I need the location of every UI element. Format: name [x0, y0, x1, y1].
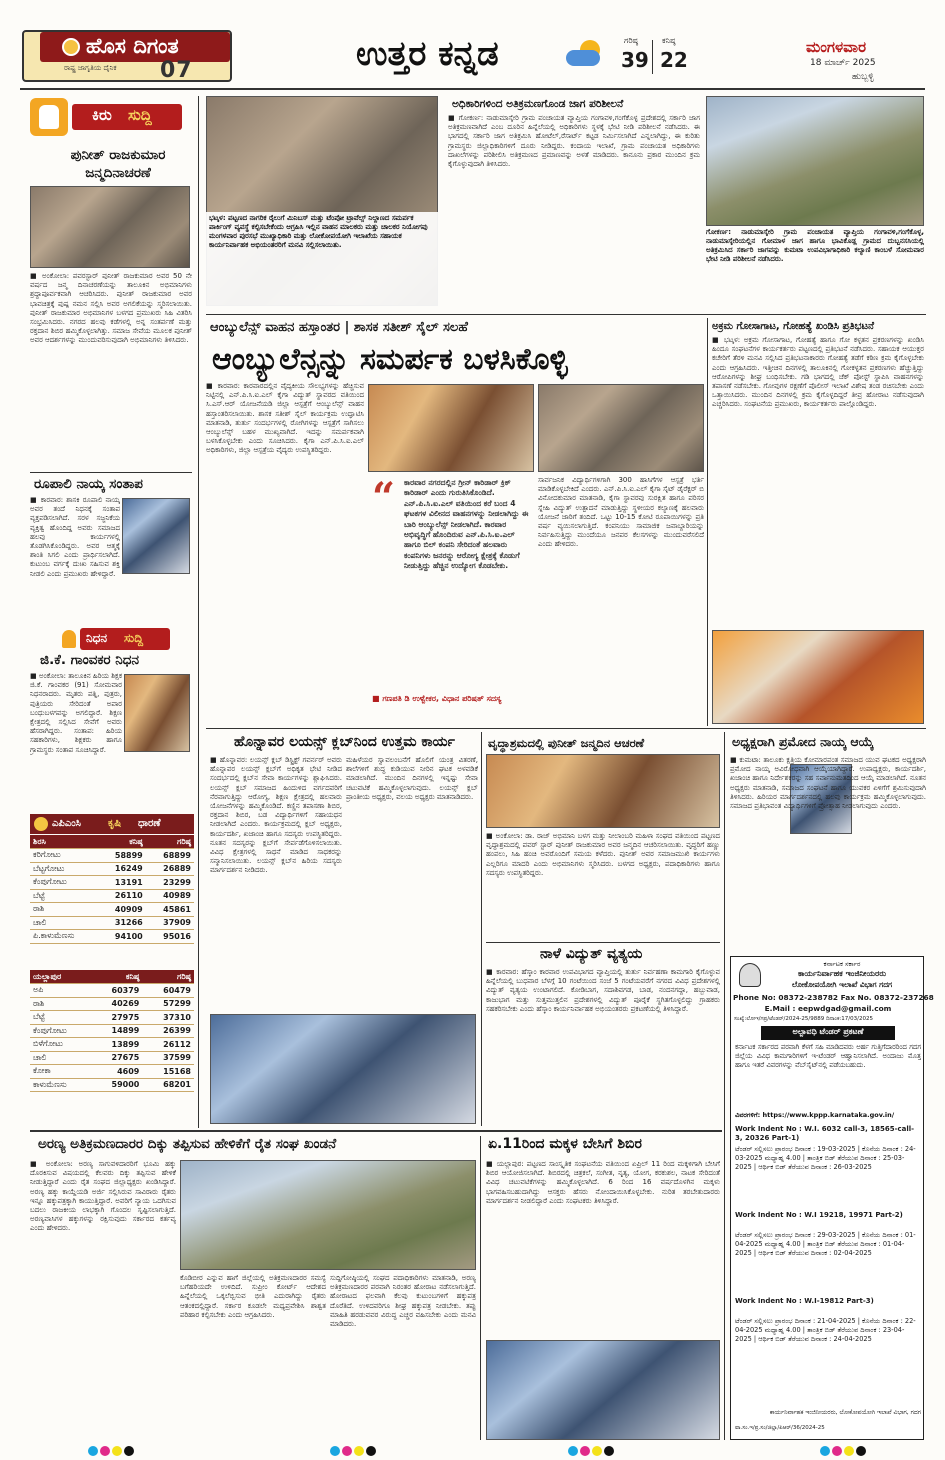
- registration-dot-magenta: [100, 1446, 110, 1456]
- kirusuddi-label-a: ಕಿರು: [92, 106, 112, 124]
- commodity-name: ಅಪಿ: [30, 984, 91, 998]
- market-title-c: ಧಾರಣೆ: [138, 818, 161, 829]
- day-label: ಮಂಗಳವಾರ: [806, 38, 867, 56]
- tender-office: ಕಾರ್ಯನಿರ್ವಾಹಕ ಇಂಜಿನೀಯರರು: [797, 969, 887, 978]
- lions-body: ■ ಹೊನ್ನಾವರ: ಲಯನ್ಸ್ ಕ್ಲಬ್ ಡಿಸ್ಟ್ರಿಕ್ಟ್ ಗವರ್ನರ್ ಅವರು ಹೊನ್ನಾವರ ಲಯನ್ಸ್ ಕ್ಲಬ್‌ಗೆ ಅಧಿಕೃತ ಭೇಟಿ ನೀಡಿದ ಸಂದರ್ಭದಲ್ಲಿ ಕ್ಲಬ್‌ನ ಸೇವಾ ಕಾರ್ಯಗಳನ್ನು ಶ್ಲಾಘಿಸಿದರು. ಲಯನ್ಸ್ ಕ್ಲಬ್ ಸಮಾಜದ ಹಿಂದುಳಿದ ವರ್ಗದವರಿಗೆ ನೆರವಾಗುತ್ತಿದ್ದು ಆರೋಗ್ಯ, ಶಿಕ್ಷಣ ಕ್ಷೇತ್ರದಲ್ಲಿ ಹಲವಾರು ಯೋಜನೆಗಳನ್ನು ಹಮ್ಮಿಕೊಂಡಿದೆ. ಕಣ್ಣಿನ ತಪಾಸಣಾ ಶಿಬಿರ, ರಕ್ತದಾನ ಶಿಬಿರ, ಬಡ ವಿದ್ಯಾರ್ಥಿಗಳಿಗೆ ಸಹಾಯಧನ ನೀಡಲಾಗಿದೆ ಎಂದರು. ಕಾರ್ಯಕ್ರಮದಲ್ಲಿ ಕ್ಲಬ್ ಅಧ್ಯಕ್ಷರು, ಕಾರ್ಯದರ್ಶಿ, ಖಜಾಂಚಿ ಹಾಗೂ ಸದಸ್ಯರು ಉಪಸ್ಥಿತರಿದ್ದರು. ನೂತನ ಸದಸ್ಯರನ್ನು ಕ್ಲಬ್‌ಗೆ ಸೇರ್ಪಡೆಗೊಳಿಸಲಾಯಿತು. ವಿವಿಧ ಕ್ಷೇತ್ರಗಳಲ್ಲಿ ಸಾಧನೆ ಮಾಡಿದ ಸಾಧಕರನ್ನು ಸನ್ಮಾನಿಸಲಾಯಿತು. ಲಯನ್ಸ್ ಕ್ಲಬ್‌ನ ಹಿರಿಯ ಸದಸ್ಯರು ಮಾರ್ಗದರ್ಶನ ನೀಡಿದರು.: [210, 756, 342, 875]
- kirusuddi-label-b: ಸುದ್ದಿ: [128, 106, 152, 124]
- camp-photo: [486, 1340, 720, 1440]
- table-row: [30, 889, 194, 903]
- registration-dot-yellow: [354, 1446, 364, 1456]
- divider-top-middle: [206, 314, 926, 315]
- table-row: [30, 1065, 194, 1079]
- registration-dot-cyan: [820, 1446, 830, 1456]
- tender-title: ಅಲ್ಪಾವಧಿ ಟೆಂಡರ್ ಪ್ರಕಟಣೆ: [792, 1027, 864, 1036]
- max-price: 95016: [146, 930, 194, 944]
- registration-dot-magenta: [342, 1446, 352, 1456]
- min-price: 40909: [98, 903, 146, 917]
- min-price: 27675: [91, 1051, 143, 1065]
- registration-dot-yellow: [592, 1446, 602, 1456]
- nidhana-badge: [62, 628, 172, 650]
- commodity-name: ಚಾಲಿ: [30, 1051, 91, 1065]
- tender-dept: ಲೋಕೋಪಯೋಗಿ ಇಲಾಖೆ ವಿಭಾಗ ಗದಗ: [791, 980, 893, 989]
- commodity-name: ಕಾಳುಮೆಣಸು: [30, 1078, 91, 1092]
- commodity-name: ಕೆಂಪುಗೋಟು: [30, 876, 98, 890]
- table-row: [30, 1038, 194, 1052]
- registration-dot-yellow: [844, 1446, 854, 1456]
- min-price: 58899: [98, 849, 146, 863]
- candle-icon: [62, 630, 76, 648]
- gokarna-caption: ಗೋಕರ್ಣ: ನಾಡುಮಾಸ್ಕೇರಿ ಗ್ರಾಮ ಪಂಚಾಯತ ವ್ಯಾಪ್ತಿಯ ಗಂಗಾವಳಿ,ಗಂಗೆಕೊಳ್ಳ, ನಾಡುಮಾಸ್ಕೇರಿಯಲ್ಲಿನ ಗೋಮಾಳ ಜಾಗ ಹಾಗೂ ಭಾವಿಕೊಡ್ಲ ಗ್ರಾಮದ ದುಬ್ಬನಸಸಿಯಲ್ಲಿ ಅತಿಕ್ರಮಿಸಿದ ಸರ್ಕಾರಿ ಜಾಗವನ್ನು ಕುಮಟಾ ಉಪವಿಭಾಗಾಧಿಕಾರಿ ಕಲ್ಯಾಣಿ ಕಾಂಬಳೆ ಸೋಮವಾರ ಭೇಟಿ ನೀಡಿ ಪರಿಶೀಲನೆ ನಡೆಸಿದರು.: [706, 228, 924, 263]
- ambulance-quote-by: ■ ಗಣಪತಿ ಡಿ ಉಳ್ವೇಕರ, ವಿಧಾನ ಪರಿಷತ್ ಸದಸ್ಯ: [372, 694, 502, 703]
- date-label: 18 ಮಾರ್ಚ್ 2025: [810, 58, 876, 68]
- lions-photo: [210, 1014, 476, 1124]
- min-price: 59000: [91, 1078, 143, 1092]
- pointing-hand-icon: [39, 105, 59, 129]
- commodity-name: ಪಿ.ಕಾಳುಮೆಣಸು: [30, 930, 98, 944]
- table-row: [30, 903, 194, 917]
- table-row: [30, 1024, 194, 1038]
- aranya-headline: ಅರಣ್ಯ ಅತಿಕ್ರಮಣದಾರರ ದಿಕ್ಕು ತಪ್ಪಿಸುವ ಹೇಳಿಕೆಗೆ ರೈತ ಸಂಘ ಖಂಡನೆ: [38, 1136, 337, 1152]
- registration-dot-black: [856, 1446, 866, 1456]
- table-row: [30, 1011, 194, 1025]
- min-price: 4609: [91, 1065, 143, 1079]
- registration-dot-cyan: [88, 1446, 98, 1456]
- tender-phone: Phone No: 08372-238782 Fax No. 08372-237268: [733, 993, 934, 1002]
- kirusuddi-body: ■ ಅಂಕೋಲಾ: ಪವರಸ್ಟಾರ್ ಪುನೀತ್ ರಾಜಕುಮಾರ ಅವರ 50 ನೇ ವರ್ಷದ ಜನ್ಮ ದಿನಾಚರಣೆಯನ್ನು ತಾಲೂಕಿನ ಅಭಿಮಾನಿಗಳು ಶ್ರದ್ಧಾಪೂರ್ವಕವಾಗಿ ಆಚರಿಸಿದರು. ಪುನೀತ್ ರಾಜಕುಮಾರ ಅವರ ಭಾವಚಿತ್ರಕ್ಕೆ ಪುಷ್ಪ ನಮನ ಸಲ್ಲಿಸಿ ಅವರ ಅಗಲಿಕೆಯನ್ನು ಸ್ಮರಿಸಲಾಯಿತು. ಪುನೀತ್ ರಾಜಕುಮಾರ ಅಭಿಮಾನಿಗಳ ಬಳಗದ ಪ್ರಮುಖರು ಸಿಹಿ ವಿತರಿಸಿ ಸಂಭ್ರಮಿಸಿದರು. ನಗರದ ಹಲವು ಕಡೆಗಳಲ್ಲಿ ಅನ್ನ ಸಂತರ್ಪಣೆ ಮತ್ತು ರಕ್ತದಾನ ಶಿಬಿರ ಹಮ್ಮಿಕೊಳ್ಳಲಾಗಿತ್ತು. ಸಮಾಜ ಸೇವೆಯ ಮೂಲಕ ಪುನೀತ್ ಅವರ ಆದರ್ಶಗಳನ್ನು ಮುಂದುವರಿಸುವುದಾಗಿ ಅಭಿಮಾನಿಗಳು ತಿಳಿಸಿದರು.: [30, 272, 192, 345]
- camp-body: ■ ಯಲ್ಲಾಪುರ: ಪಟ್ಟಣದ ಸಾಂಸ್ಕೃತಿಕ ಸಂಘಟನೆಯ ವತಿಯಿಂದ ಏಪ್ರಿಲ್ 11 ರಿಂದ ಮಕ್ಕಳಿಗಾಗಿ ಬೇಸಿಗೆ ಶಿಬಿರ ಆಯೋಜಿಸಲಾಗಿದೆ. ಶಿಬಿರದಲ್ಲಿ ಚಿತ್ರಕಲೆ, ಸಂಗೀತ, ನೃತ್ಯ, ಯೋಗ, ಕರಕುಶಲ, ನಾಟಕ ಸೇರಿದಂತೆ ವಿವಿಧ ಚಟುವಟಿಕೆಗಳನ್ನು ಹಮ್ಮಿಕೊಳ್ಳಲಾಗಿದೆ. 6 ರಿಂದ 16 ವರ್ಷದೊಳಗಿನ ಮಕ್ಕಳು ಭಾಗವಹಿಸಬಹುದಾಗಿದ್ದು ಆಸಕ್ತರು ಹೆಸರು ನೋಂದಾಯಿಸಿಕೊಳ್ಳಬೇಕು. ನುರಿತ ತರಬೇತುದಾರರು ಮಾರ್ಗದರ್ಶನ ನೀಡಲಿದ್ದಾರೆ ಎಂದು ಸಂಘಟಕರು ತಿಳಿಸಿದ್ದಾರೆ.: [486, 1160, 720, 1205]
- tender-work-2-dates: ಟೆಂಡರ್ ಸಲ್ಲಿಸಲು ಪ್ರಾರಂಭ ದಿನಾಂಕ : 29-03-2025 | ಕೊನೆಯ ದಿನಾಂಕ : 01-04-2025 ಮಧ್ಯಾಹ್ನ 4.00 | ತಾಂತ್ರಿಕ ಬಿಡ್ ತೆರೆಯುವ ದಿನಾಂಕ : 01-04-2025 | ಆರ್ಥಿಕ ಬಿಡ್ ತೆರೆಯುವ ದಿನಾಂಕ : 02-04-2025: [735, 1231, 916, 1257]
- registration-dot-cyan: [330, 1446, 340, 1456]
- masthead: [0, 0, 945, 90]
- pramod-headline: ಅಧ್ಯಕ್ಷರಾಗಿ ಪ್ರಮೋದ ನಾಯ್ಕ ಆಯ್ಕೆ: [732, 734, 874, 749]
- column-rule-bottom: [480, 1136, 481, 1440]
- table-row: [30, 997, 194, 1011]
- table-row: [30, 862, 194, 876]
- max-price: 37310: [142, 1011, 194, 1025]
- ambulance-quote: ಕಾರವಾರ ನಗರದಲ್ಲಿನ ಗ್ರೀನ್ ಕಾರಿಡಾರ್ ಕ್ರಿಕ್ ಕಾರಿಡಾರ್ ಎಂದು ಗುರುತಿಸಿಕೊಂಡಿದೆ. ಎನ್.ಪಿ.ಸಿ.ಐ.ಎಲ್ ವತಿಯಿಂದ ಕರೆ ಬಂದ 4 ಘಟಕಗಳ ವಿಲೀನದ ವಾಹನಗಳನ್ನು ನೀಡಲಾಗಿದ್ದು ಈ ಬಾರಿ ಆಂಬ್ಯುಲೆನ್ಸ್ ನೀಡಲಾಗಿದೆ. ಕಾರವಾರ ಅಭಿವೃದ್ಧಿಗೆ ಹೊಂದಿರುವ ಎನ್.ಪಿ.ಸಿ.ಐ.ಎಲ್ ಹಾಗೂ ಬಿಲ್ ಕಂಪನಿ ಸೇರಿದಂತೆ ಹಲವಾರು ಕಂಪನಿಗಳು ಜನರನ್ನು ಆರೋಗ್ಯ ಕ್ಷೇತ್ರಕ್ಕೆ ಕೊಡುಗೆ ನೀಡುತ್ತಿದ್ದು ಹೆಚ್ಚಿನ ಉದ್ಯೋಗ ಕೊಡಬೇಕು.: [404, 478, 529, 571]
- registration-dot-magenta: [832, 1446, 842, 1456]
- max-price: 26889: [146, 862, 194, 876]
- weather-max-value: 39: [621, 48, 649, 72]
- max-price: 37599: [142, 1051, 194, 1065]
- nidhana-label-a: ನಿಧನ: [86, 631, 108, 645]
- obit1-headline: ರೂಪಾಲಿ ನಾಯ್ಕ ಸಂತಾಪ: [34, 476, 143, 492]
- nidhana-label-b: ಸುದ್ದಿ: [124, 631, 144, 645]
- min-price: 31266: [98, 916, 146, 930]
- max-price: 37909: [146, 916, 194, 930]
- max-price: 60479: [142, 984, 194, 998]
- lions-headline: ಹೊನ್ನಾವರ ಲಯನ್ಸ್ ಕ್ಲಬ್‌ನಿಂದ ಉತ್ತಮ ಕಾರ್ಯ: [234, 734, 455, 750]
- column-rule-right: [724, 732, 725, 1440]
- registration-dot-yellow: [112, 1446, 122, 1456]
- masthead-rule: [20, 88, 925, 90]
- market-title-a: ಎಪಿಎಂಸಿ: [52, 818, 81, 829]
- railway-caption: ಭಟ್ಕಳ: ಪಟ್ಟಣದ ನಾಗರಿಕ ರೈಲುಗೆ ಮಿನಿಬಸ್ ಮತ್ತು ಟೆಂಪೋ ಟ್ರಾವೆಲ್ಸ್ ನಿಲ್ದಾಣದ ಸಮರ್ಪಕ ಪಾರ್ಕಿಂಗ್ ವ್ಯವಸ್ಥೆ ಕಲ್ಪಿಸಬೇಕೆಂದು ಆಗ್ರಹಿಸಿ ಇಲ್ಲಿನ ವಾಹನ ಮಾಲಕರು ಮತ್ತು ಚಾಲಕರ ನಿಯೋಗವು ಮಂಗಳವಾರ ಪುರಸಭೆ ಮುಖ್ಯಾಧಿಕಾರಿ ಮತ್ತು ಲೋಕೋಪಯೋಗಿ ಇಲಾಖೆಯ ಸಹಾಯಕ ಕಾರ್ಯನಿರ್ವಾಹಕ ಅಭಿಯಂತರರಿಗೆ ಮನವಿ ಸಲ್ಲಿಸಲಾಯಿತು.: [206, 212, 438, 306]
- min-price: 94100: [98, 930, 146, 944]
- max-price: 68201: [142, 1078, 194, 1092]
- table-row: [30, 849, 194, 863]
- nidhana-photo: [124, 674, 190, 752]
- page-number: 07: [160, 58, 193, 83]
- weather-max-label: ಗರಿಷ್ಠ: [624, 36, 638, 45]
- gohatya-headline: ಅಕ್ರಮ ಗೋಸಾಗಾಟ, ಗೋಹತ್ಯೆ ಖಂಡಿಸಿ ಪ್ರತಿಭಟನೆ: [712, 321, 874, 332]
- commodity-name: ಕೆಂಪುಗೋಟು: [30, 1024, 91, 1038]
- kirusuddi-badge: [30, 98, 185, 142]
- market-sirsi-table: [30, 835, 194, 944]
- ambulance-col3: ಸಾರ್ವಜನಿಕ ವಿದ್ಯಾರ್ಥಿಗಳಿಗಾಗಿ 300 ಹಾಸಿಗೆಗಳ ಆಸ್ಪತ್ರೆ ಭರ್ತಿ ಮಾಡಿಕೊಳ್ಳಬೇಕಿದೆ ಎಂದರು. ಎನ್.ಪಿ.ಸಿ.ಐ.ಎಲ್ ಕೈಗಾ ಸೈಟ್ ಡೈರೆಕ್ಟರ್ ಬಿ ವಿನೋದಕುಮಾರ ಮಾತನಾಡಿ, ಕೈಗಾ ಸ್ಥಾವರವು ಸುರಕ್ಷಿತ ಹಾಗೂ ಪರಿಸರ ಸ್ನೇಹಿ ವಿದ್ಯುತ್ ಉತ್ಪಾದನೆ ಮಾಡುತ್ತಿದ್ದು ಸ್ಥಳೀಯರ ಕಲ್ಯಾಣಕ್ಕೆ ಹಲವಾರು ಯೋಜನೆ ಜಾರಿಗೆ ತಂದಿದೆ. ಒಟ್ಟು 10-15 ಕೋಟಿ ರೂಪಾಯಿಗಳನ್ನು ಪ್ರತಿ ವರ್ಷ ವ್ಯಯಿಸಲಾಗುತ್ತಿದೆ. ಕಂಪನಿಯು ಸಾಮಾಜಿಕ ಜವಾಬ್ದಾರಿಯನ್ನು ನಿರ್ವಹಿಸುತ್ತಿದ್ದು ಮುಂದೆಯೂ ಜನಪರ ಕೆಲಸಗಳನ್ನು ಮುಂದುವರೆಸಲಿದೆ ಎಂದು ಹೇಳಿದರು.: [538, 476, 704, 549]
- city-label: ಹುಬ್ಬಳ್ಳಿ: [852, 72, 874, 82]
- ambulance-headline: ಆಂಬ್ಯುಲೆನ್ಸನ್ನು ಸಮರ್ಪಕ ಬಳಸಿಕೊಳ್ಳಿ: [212, 342, 568, 377]
- sirsi-place: ಶಿರಸಿ: [30, 835, 98, 849]
- tender-work-1-dates: ಟೆಂಡರ್ ಸಲ್ಲಿಸಲು ಪ್ರಾರಂಭ ದಿನಾಂಕ : 19-03-2025 | ಕೊನೆಯ ದಿನಾಂಕ : 24-03-2025 ಮಧ್ಯಾಹ್ನ 4.00 | ತಾಂತ್ರಿಕ ಬಿಡ್ ತೆರೆಯುವ ದಿನಾಂಕ : 25-03-2025 | ಆರ್ಥಿಕ ಬಿಡ್ ತೆರೆಯುವ ದಿನಾಂಕ : 26-03-2025: [735, 1145, 916, 1171]
- divider-left-1: [30, 472, 192, 473]
- encroach-body: ■ ಗೋಕರ್ಣ: ನಾಡುಮಾಸ್ಕೇರಿ ಗ್ರಾಮ ಪಂಚಾಯತ ವ್ಯಾಪ್ತಿಯ ಗಂಗಾವಳಿ,ಗಂಗೆಕೊಳ್ಳ ಪ್ರದೇಶದಲ್ಲಿ ಸರ್ಕಾರಿ ಜಾಗ ಅತಿಕ್ರಮಣವಾಗಿದೆ ಎಂಬ ದೂರಿನ ಹಿನ್ನೆಲೆಯಲ್ಲಿ ಅಧಿಕಾರಿಗಳು ಸ್ಥಳಕ್ಕೆ ಭೇಟಿ ನೀಡಿ ಪರಿಶೀಲನೆ ನಡೆಸಿದರು. ಈ ಭಾಗದಲ್ಲಿ ಸರ್ಕಾರಿ ಜಾಗ ಅತಿಕ್ರಮಿಸಿ ಹೋಟೆಲ್,ರೆಸಾರ್ಟ್ ಕಟ್ಟಡ ನಿರ್ಮಿಸಲಾಗಿದೆ ಎನ್ನಲಾಗಿದ್ದು, ಈ ಕುರಿತು ಗ್ರಾಮಸ್ಥರು ಜಿಲ್ಲಾಧಿಕಾರಿಗಳಿಗೆ ದೂರು ನೀಡಿದ್ದರು. ಕಂದಾಯ ಇಲಾಖೆ, ಗ್ರಾಮ ಪಂಚಾಯತ ಅಧಿಕಾರಿಗಳು ದಾಖಲೆಗಳನ್ನು ಪರಿಶೀಲಿಸಿ ಅತಿಕ್ರಮಣದ ಪ್ರಮಾಣವನ್ನು ಅಳತೆ ಮಾಡಿದರು. ಕಾನೂನು ಪ್ರಕಾರ ಮುಂದಿನ ಕ್ರಮ ಕೈಗೊಳ್ಳುವುದಾಗಿ ತಿಳಿಸಿದರು.: [448, 114, 700, 169]
- tender-work-3-dates: ಟೆಂಡರ್ ಸಲ್ಲಿಸಲು ಪ್ರಾರಂಭ ದಿನಾಂಕ : 21-04-2025 | ಕೊನೆಯ ದಿನಾಂಕ : 22-04-2025 ಮಧ್ಯಾಹ್ನ 4.00 | ತಾಂತ್ರಿಕ ಬಿಡ್ ತೆರೆಯುವ ದಿನಾಂಕ : 23-04-2025 | ಆರ್ಥಿಕ ಬಿಡ್ ತೆರೆಯುವ ದಿನಾಂಕ : 24-04-2025: [735, 1317, 916, 1343]
- table-row: [30, 916, 194, 930]
- weather-min-value: 22: [660, 48, 688, 72]
- divider-mid: [206, 728, 926, 729]
- market-title-b: ಕೃಷಿ: [108, 818, 122, 829]
- section-title: ಉತ್ತರ ಕನ್ನಡ: [356, 34, 499, 74]
- table-row: [30, 984, 194, 998]
- ambulance-col1: ■ ಕಾರವಾರ: ಕಾರವಾರದಲ್ಲಿನ ವೈದ್ಯಕೀಯ ಸೌಲಭ್ಯಗಳನ್ನು ಹೆಚ್ಚಿಸುವ ನಿಟ್ಟಿನಲ್ಲಿ ಎನ್.ಪಿ.ಸಿ.ಐ.ಎಲ್ ಕೈಗಾ ವಿದ್ಯುತ್ ಸ್ಥಾವರದ ವತಿಯಿಂದ ಸಿ.ಎಸ್.ಆರ್ ಯೋಜನೆಯಡಿ ಜಿಲ್ಲಾ ಆಸ್ಪತ್ರೆಗೆ ಆಂಬ್ಯುಲೆನ್ಸ್ ವಾಹನ ಹಸ್ತಾಂತರಿಸಲಾಯಿತು. ಶಾಸಕ ಸತೀಶ್ ಸೈಲ್ ಕಾರ್ಯಕ್ರಮ ಉದ್ಘಾಟಿಸಿ ಮಾತನಾಡಿ, ತುರ್ತು ಸಂದರ್ಭಗಳಲ್ಲಿ ರೋಗಿಗಳನ್ನು ಆಸ್ಪತ್ರೆಗೆ ಸಾಗಿಸಲು ಆಂಬ್ಯುಲೆನ್ಸ್ ಬಹಳ ಮುಖ್ಯವಾಗಿದೆ. ಇದನ್ನು ಸಮರ್ಪಕವಾಗಿ ಬಳಸಿಕೊಳ್ಳಬೇಕು ಎಂದು ಸೂಚಿಸಿದರು. ಕೈಗಾ ಎನ್.ಪಿ.ಸಿ.ಐ.ಎಲ್ ಅಧಿಕಾರಿಗಳು, ಜಿಲ್ಲಾ ಆಸ್ಪತ್ರೆಯ ವೈದ್ಯರು ಉಪಸ್ಥಿತರಿದ್ದರು.: [206, 382, 364, 455]
- tender-notice: [730, 956, 934, 1440]
- divider-power: [486, 942, 720, 943]
- obit1-photo: [122, 498, 190, 574]
- column-rule-left: [198, 96, 199, 1128]
- tender-gov: ಕರ್ನಾಟಕ ಸರ್ಕಾರ: [823, 960, 861, 968]
- max-price: 45861: [146, 903, 194, 917]
- ambulance-photo-1: [368, 384, 534, 472]
- commodity-name: ರಾಶಿ: [30, 997, 91, 1011]
- max-price: 23299: [146, 876, 194, 890]
- tender-body: ಕರ್ನಾಟಕ ಸರ್ಕಾರದ ಪರವಾಗಿ ಕೆಳಗೆ ಸಹಿ ಮಾಡಿದವರು ಅರ್ಹ ಗುತ್ತಿಗೆದಾರರಿಂದ ಗದಗ ಜಿಲ್ಲೆಯ ವಿವಿಧ ಕಾಮಗಾರಿಗಳಿಗೆ ಇ-ಟೆಂಡರ್ ಆಹ್ವಾನಿಸಲಾಗಿದೆ. ಅಂದಾಜು ಮೊತ್ತ ಹಾಗೂ ಇತರೆ ವಿವರಗಳನ್ನು ವೆಬ್‌ಸೈಟ್‌ನಲ್ಲಿ ಪಡೆಯಬಹುದು.: [735, 1043, 921, 1069]
- column-rule-lions: [481, 732, 482, 1126]
- max-price: 15168: [142, 1065, 194, 1079]
- aranya-col1: ■ ಅಂಕೋಲಾ: ಅರಣ್ಯ ಸಾಗುವಳಿದಾರರಿಗೆ ಭೂಮಿ ಹಕ್ಕು ದೊರಕಿಸುವ ವಿಷಯದಲ್ಲಿ ಕೆಲವರು ದಿಕ್ಕು ತಪ್ಪಿಸುವ ಹೇಳಿಕೆ ನೀಡುತ್ತಿದ್ದಾರೆ ಎಂದು ರೈತ ಸಂಘದ ಜಿಲ್ಲಾಧ್ಯಕ್ಷರು ಖಂಡಿಸಿದ್ದಾರೆ. ಅರಣ್ಯ ಹಕ್ಕು ಕಾಯ್ದೆಯಡಿ ಅರ್ಜಿ ಸಲ್ಲಿಸಿರುವ ಸಾವಿರಾರು ರೈತರು ಇನ್ನೂ ಹಕ್ಕುಪತ್ರಕ್ಕಾಗಿ ಕಾಯುತ್ತಿದ್ದಾರೆ. ಅವರಿಗೆ ನ್ಯಾಯ ಒದಗಿಸುವ ಬದಲು ರಾಜಕೀಯ ಲಾಭಕ್ಕಾಗಿ ಗೊಂದಲ ಸೃಷ್ಟಿಸಲಾಗುತ್ತಿದೆ. ಅರಣ್ಯವಾಸಿಗಳ ಹಕ್ಕುಗಳನ್ನು ರಕ್ಷಿಸುವುದು ಸರ್ಕಾರದ ಕರ್ತವ್ಯ ಎಂದು ಹೇಳಿದರು.: [30, 1160, 176, 1233]
- vriddha-body: ■ ಅಂಕೋಲಾ: ಡಾ. ರಾಜ್ ಅಭಿಮಾನಿ ಬಳಗ ಮತ್ತು ನೀಲಾಂಬರಿ ಮಹಿಳಾ ಸಂಘದ ವತಿಯಿಂದ ಪಟ್ಟಣದ ವೃದ್ಧಾಶ್ರಮದಲ್ಲಿ ಪವರ್ ಸ್ಟಾರ್ ಪುನೀತ್ ರಾಜಕುಮಾರ ಅವರ ಜನ್ಮದಿನ ಆಚರಿಸಲಾಯಿತು. ವೃದ್ಧರಿಗೆ ಹಣ್ಣು ಹಂಪಲು, ಸಿಹಿ ಹಂಚಿ ಅವರೊಂದಿಗೆ ಸಮಯ ಕಳೆದರು. ಪುನೀತ್ ಅವರ ಸಮಾಜಮುಖಿ ಕಾರ್ಯಗಳು ಎಲ್ಲರಿಗೂ ಮಾದರಿ ಎಂದು ಅಭಿಮಾನಿಗಳು ಸ್ಮರಿಸಿದರು. ಬಳಗದ ಅಧ್ಯಕ್ಷರು, ಪದಾಧಿಕಾರಿಗಳು ಹಾಗೂ ಸದಸ್ಯರು ಉಪಸ್ಥಿತರಿದ್ದರು.: [486, 832, 720, 877]
- min-price: 40269: [91, 997, 143, 1011]
- max-price: 26112: [142, 1038, 194, 1052]
- tender-footer-2: ವಾ.ಸಂ.ಇ/ಪ್ರ.ಸಂ/ಜಿಲ್ಲಾ/ಪಿಆರ್/36/2024-25: [735, 1425, 825, 1431]
- power-body: ■ ಕಾರವಾರ: ಹೆಸ್ಕಾಂ ಕಾರವಾರ ಉಪವಿಭಾಗದ ವ್ಯಾಪ್ತಿಯಲ್ಲಿ ತುರ್ತು ನಿರ್ವಹಣಾ ಕಾಮಗಾರಿ ಕೈಗೊಳ್ಳುವ ಹಿನ್ನೆಲೆಯಲ್ಲಿ ಬುಧವಾರ ಬೆಳಗ್ಗೆ 10 ಗಂಟೆಯಿಂದ ಸಂಜೆ 5 ಗಂಟೆಯವರೆಗೆ ನಗರದ ವಿವಿಧ ಪ್ರದೇಶಗಳಲ್ಲಿ ವಿದ್ಯುತ್ ವ್ಯತ್ಯಯ ಉಂಟಾಗಲಿದೆ. ಕೋಡಿಬಾಗ, ಸದಾಶಿವಗಡ, ಬಾಡ, ನಂದನಗದ್ದಾ, ಹಬ್ಬುವಾಡ, ಕಾಜುಭಾಗ ಮತ್ತು ಸುತ್ತಮುತ್ತಲಿನ ಪ್ರದೇಶಗಳಲ್ಲಿ ವಿದ್ಯುತ್ ಪೂರೈಕೆ ಸ್ಥಗಿತಗೊಳ್ಳಲಿದ್ದು ಗ್ರಾಹಕರು ಸಹಕರಿಸಬೇಕು ಎಂದು ಹೆಸ್ಕಾಂ ಕಾರ್ಯನಿರ್ವಾಹಕ ಅಭಿಯಂತರರು ಪ್ರಕಟಣೆಯಲ್ಲಿ ತಿಳಿಸಿದ್ದಾರೆ.: [486, 968, 720, 1013]
- logo-tagline: ರಾಷ್ಟ್ರ ಜಾಗೃತಿಯ ದೈನಿಕ: [64, 64, 117, 72]
- yellapur-min-label: ಕನಿಷ್ಠ: [91, 970, 143, 984]
- sirsi-min-label: ಕನಿಷ್ಠ: [98, 835, 146, 849]
- gokarna-photo: [706, 96, 924, 226]
- weather-min-label: ಕನಿಷ್ಠ: [662, 36, 676, 45]
- commodity-name: ಚಾಲಿ: [30, 916, 98, 930]
- commodity-name: ಬಿಳೆಗೋಟು: [30, 1038, 91, 1052]
- registration-dot-cyan: [568, 1446, 578, 1456]
- table-row: [30, 930, 194, 944]
- lions-body2: ಮಹಿಳೆಯರ ಸ್ವಾವಲಂಬನೆಗೆ ಹೊಲಿಗೆ ಯಂತ್ರ ವಿತರಣೆ, ಶಾಲೆಗಳಿಗೆ ಶುದ್ಧ ಕುಡಿಯುವ ನೀರಿನ ಘಟಕ ಅಳವಡಿಕೆ ಮಾಡಲಾಗಿದೆ. ಮುಂದಿನ ದಿನಗಳಲ್ಲಿ ಇನ್ನಷ್ಟು ಸೇವಾ ಚಟುವಟಿಕೆ ಹಮ್ಮಿಕೊಳ್ಳಲಾಗುವುದು. ಲಯನ್ಸ್ ಕ್ಲಬ್ ಪ್ರಾಂತೀಯ ಅಧ್ಯಕ್ಷರು, ವಲಯ ಅಧ್ಯಕ್ಷರು ಮಾತನಾಡಿದರು.: [346, 756, 478, 801]
- column-rule-mid: [707, 318, 708, 726]
- min-price: 14899: [91, 1024, 143, 1038]
- table-row: [30, 1051, 194, 1065]
- nidhana-body: ■ ಅಂಕೋಲಾ: ತಾಲೂಕಿನ ಹಿರಿಯ ಶಿಕ್ಷಕ ಜಿ.ಕೆ. ಗಾಂವಕರ (91) ಸೋಮವಾರ ನಿಧನರಾದರು. ಮೃತರು ಪತ್ನಿ, ಪುತ್ರರು, ಪುತ್ರಿಯರು ಸೇರಿದಂತೆ ಅಪಾರ ಬಂಧುಬಳಗವನ್ನು ಅಗಲಿದ್ದಾರೆ. ಶಿಕ್ಷಣ ಕ್ಷೇತ್ರದಲ್ಲಿ ಸಲ್ಲಿಸಿದ ಸೇವೆಗೆ ಅವರು ಹೆಸರಾಗಿದ್ದರು. ಸಂತಾಪ: ಹಿರಿಯ ಸಹಕಾರಿಗಳು, ಶಿಕ್ಷಕರು ಹಾಗೂ ಗ್ರಾಮಸ್ಥರು ಸಂತಾಪ ಸೂಚಿಸಿದ್ದಾರೆ.: [30, 672, 122, 754]
- commodity-name: ರಾಶಿ: [30, 903, 98, 917]
- yellapur-place: ಯಲ್ಲಾಪುರ: [30, 970, 91, 984]
- divider-bottom: [30, 1130, 722, 1132]
- table-row: [30, 876, 194, 890]
- tender-ref: ಸಂಖ್ಯೆ:ಲೋಇ/ಗಪ್ರ/ಟೆಂಡರ್/2024-25/9889 ದಿನಾಂಕ:17/03/2025: [734, 1016, 873, 1022]
- registration-dot-magenta: [580, 1446, 590, 1456]
- commodity-name: ಬೆಟ್ಟೆ: [30, 889, 98, 903]
- encroach-headline: ಅಧಿಕಾರಿಗಳಿಂದ ಅತಿಕ್ರಮಣಗೊಂಡ ಜಾಗ ಪರಿಶೀಲನೆ: [452, 98, 624, 110]
- max-price: 57299: [142, 997, 194, 1011]
- ambulance-photo-2: [538, 384, 704, 472]
- camp-headline: ಏ.11ರಿಂದ ಮಕ್ಕಳ ಬೇಸಿಗೆ ಶಿಬಿರ: [488, 1136, 642, 1152]
- aranya-col3: ಸುದ್ದಿಗೋಷ್ಠಿಯಲ್ಲಿ ಸಂಘದ ಪದಾಧಿಕಾರಿಗಳು ಮಾತನಾಡಿ, ಅರಣ್ಯ ಅತಿಕ್ರಮಣದಾರರ ಪರವಾಗಿ ನಿರಂತರ ಹೋರಾಟ ನಡೆಸಲಾಗುತ್ತಿದೆ. ಹೋರಾಟದ ಫಲವಾಗಿ ಕೆಲವು ಕುಟುಂಬಗಳಿಗೆ ಹಕ್ಕುಪತ್ರ ದೊರೆತಿದೆ. ಉಳಿದವರಿಗೂ ಶೀಘ್ರ ಹಕ್ಕುಪತ್ರ ನೀಡಬೇಕು. ತಪ್ಪು ಮಾಹಿತಿ ಹರಡುವವರ ವಿರುದ್ಧ ಎಚ್ಚರ ವಹಿಸಬೇಕು ಎಂದು ಮನವಿ ಮಾಡಿದರು.: [330, 1274, 476, 1329]
- logo-emblem-icon: [62, 38, 80, 56]
- tender-work-1-indent: Work Indent No : W.I. 6032 call-3, 18565-call-3, 20326 Part-1): [735, 1125, 915, 1142]
- kirusuddi-photo: [30, 186, 190, 268]
- tender-footer: ಕಾರ್ಯನಿರ್ವಾಹಕ ಇಂಜಿನೀಯರರು, ಲೋಕೋಪಯೋಗಿ ಇಲಾಖೆ ವಿಭಾಗ, ಗದಗ: [769, 1409, 921, 1416]
- min-price: 27975: [91, 1011, 143, 1025]
- weather-divider: [652, 40, 653, 74]
- max-price: 40989: [146, 889, 194, 903]
- aranya-photo: [180, 1160, 476, 1270]
- min-price: 13899: [91, 1038, 143, 1052]
- gohatya-body: ■ ಭಟ್ಕಳ: ಅಕ್ರಮ ಗೋಸಾಗಾಟ, ಗೋಹತ್ಯೆ ಹಾಗೂ ಗೋ ಕಳ್ಳತನ ಪ್ರಕರಣಗಳನ್ನು ಖಂಡಿಸಿ ಹಿಂದೂ ಸಂಘಟನೆಗಳ ಕಾರ್ಯಕರ್ತರು ಪಟ್ಟಣದಲ್ಲಿ ಪ್ರತಿಭಟನೆ ನಡೆಸಿದರು. ಸಹಾಯಕ ಆಯುಕ್ತರ ಕಚೇರಿಗೆ ತೆರಳಿ ಮನವಿ ಸಲ್ಲಿಸಿದ ಪ್ರತಿಭಟನಾಕಾರರು ಗೋಹತ್ಯೆ ತಡೆಗೆ ಕಠಿಣ ಕ್ರಮ ಕೈಗೊಳ್ಳಬೇಕು ಎಂದು ಆಗ್ರಹಿಸಿದರು. ಇತ್ತೀಚಿನ ದಿನಗಳಲ್ಲಿ ತಾಲೂಕಿನಲ್ಲಿ ಗೋಕಳ್ಳತನ ಪ್ರಕರಣಗಳು ಹೆಚ್ಚುತ್ತಿದ್ದು ಆರೋಪಿಗಳನ್ನು ಶೀಘ್ರ ಬಂಧಿಸಬೇಕು. ಗಡಿ ಭಾಗದಲ್ಲಿ ಚೆಕ್ ಪೋಸ್ಟ್ ಸ್ಥಾಪಿಸಿ ವಾಹನಗಳನ್ನು ತಪಾಸಣೆ ನಡೆಸಬೇಕು. ಗೋವುಗಳ ರಕ್ಷಣೆಗೆ ಪೊಲೀಸ್ ಇಲಾಖೆ ವಿಶೇಷ ತಂಡ ರಚಿಸಬೇಕು ಎಂದು ಒತ್ತಾಯಿಸಿದರು. ಮುಂದಿನ ದಿನಗಳಲ್ಲಿ ಕ್ರಮ ಕೈಗೊಳ್ಳದಿದ್ದರೆ ತೀವ್ರ ಹೋರಾಟ ನಡೆಸುವುದಾಗಿ ಎಚ್ಚರಿಸಿದರು. ಸಂಘಟನೆಯ ಪ್ರಮುಖರು, ಕಾರ್ಯಕರ್ತರು ಪಾಲ್ಗೊಂಡಿದ್ದರು.: [712, 336, 924, 409]
- table-row: [30, 1078, 194, 1092]
- sirsi-max-label: ಗರಿಷ್ಠ: [146, 835, 194, 849]
- vriddha-headline: ವೃದ್ಧಾಶ್ರಮದಲ್ಲಿ ಪುನೀತ್ ಜನ್ಮದಿನ ಆಚರಣೆ: [488, 736, 645, 750]
- tender-website[interactable]: ವಿವರಗಳಿಗೆ: https://www.kppp.karnataka.gov.in/: [735, 1111, 895, 1119]
- nidhana-headline: ಜಿ.ಕೆ. ಗಾಂವಕರ ನಿಧನ: [40, 652, 140, 668]
- tender-email: E.Mail : eepwdgad@gmail.com: [764, 1004, 892, 1013]
- yellapur-max-label: ಗರಿಷ್ಠ: [142, 970, 194, 984]
- commodity-name: ಕೋಕಾ: [30, 1065, 91, 1079]
- tender-work-2-indent: Work Indent No : W.I 19218, 19971 Part-2): [735, 1211, 903, 1219]
- government-emblem-icon: [739, 963, 761, 987]
- vriddha-photo: [486, 754, 720, 828]
- power-headline: ನಾಳೆ ವಿದ್ಯುತ್ ವ್ಯತ್ಯಯ: [540, 946, 643, 962]
- commodity-name: ಬೆಟ್ಟೆ: [30, 1011, 91, 1025]
- quote-mark-icon: “: [372, 474, 396, 521]
- ambulance-kicker: ಆಂಬ್ಯುಲೆನ್ಸ್ ವಾಹನ ಹಸ್ತಾಂತರ | ಶಾಸಕ ಸತೀಶ್ ಸೈಲ್ ಸಲಹೆ: [210, 320, 468, 335]
- market-yellapur-table: [30, 970, 194, 1092]
- logo-text: ಹೊಸ ದಿಗಂತ: [86, 33, 179, 58]
- min-price: 26110: [98, 889, 146, 903]
- max-price: 68899: [146, 849, 194, 863]
- min-price: 16249: [98, 862, 146, 876]
- min-price: 60379: [91, 984, 143, 998]
- weather-cloud-icon: [566, 40, 602, 68]
- aranya-col2: ಕೊಡಿಬೀರ ಎನ್ನುವ ಹಾಗೆ ಜಿಲ್ಲೆಯಲ್ಲಿ ಅತಿಕ್ರಮಣದಾರರ ಸಮಸ್ಯೆ ಬಗೆಹರಿಯದೇ ಉಳಿದಿದೆ. ಸುಪ್ರೀಂ ಕೋರ್ಟ್ ಆದೇಶದ ಹಿನ್ನೆಲೆಯಲ್ಲಿ ಒಕ್ಕಲೆಬ್ಬಿಸುವ ಭೀತಿ ಎದುರಾಗಿದ್ದು ರೈತರು ಆತಂಕದಲ್ಲಿದ್ದಾರೆ. ಸರ್ಕಾರ ಕೂಡಲೇ ಮಧ್ಯಪ್ರವೇಶಿಸಿ ಶಾಶ್ವತ ಪರಿಹಾರ ಕಲ್ಪಿಸಬೇಕು ಎಂದು ಆಗ್ರಹಿಸಿದರು.: [180, 1274, 326, 1319]
- tender-work-3-indent: Work Indent No : W.I-19812 Part-3): [735, 1297, 874, 1305]
- registration-dot-black: [124, 1446, 134, 1456]
- obit1-body: ■ ಕಾರವಾರ: ಶಾಸಕಿ ರೂಪಾಲಿ ನಾಯ್ಕ ಅವರ ತಂದೆ ನಿಧನಕ್ಕೆ ಸಂತಾಪ ವ್ಯಕ್ತಪಡಿಸಲಾಗಿದೆ. ಸರಳ ಸಜ್ಜನಿಕೆಯ ವ್ಯಕ್ತಿತ್ವ ಹೊಂದಿದ್ದ ಅವರು ಸಮಾಜದ ಹಲವು ಕಾರ್ಯಗಳಲ್ಲಿ ತೊಡಗಿಸಿಕೊಂಡಿದ್ದರು. ಅವರ ಆತ್ಮಕ್ಕೆ ಶಾಂತಿ ಸಿಗಲಿ ಎಂದು ಪ್ರಾರ್ಥಿಸಲಾಗಿದೆ. ಕುಟುಂಬ ವರ್ಗಕ್ಕೆ ದುಃಖ ಸಹಿಸುವ ಶಕ್ತಿ ನೀಡಲಿ ಎಂದು ಪ್ರಮುಖರು ಹೇಳಿದ್ದಾರೆ.: [30, 496, 120, 578]
- gohatya-photo: [712, 630, 924, 724]
- commodity-name: ಕರಿಗೋಟು: [30, 849, 98, 863]
- coin-icon: [34, 817, 48, 831]
- max-price: 26399: [142, 1024, 194, 1038]
- commodity-name: ಬೆಟ್ಟಗೋಟು: [30, 862, 98, 876]
- registration-dot-black: [604, 1446, 614, 1456]
- kirusuddi-headline: ಪುನೀತ್ ರಾಜಕುಮಾರ ಜನ್ಮದಿನಾಚರಣೆ: [70, 147, 166, 181]
- registration-dot-black: [366, 1446, 376, 1456]
- min-price: 13191: [98, 876, 146, 890]
- pramod-body: ■ ಕುಮಟಾ: ತಾಲೂಕು ಕ್ಷತ್ರಿಯ ಕೋಮಾರಪಂತ ಸಮಾಜದ ಯುವ ಘಟಕದ ಅಧ್ಯಕ್ಷರಾಗಿ ಪ್ರಮೋದ ನಾಯ್ಕ ಅವಿರೋಧವಾಗಿ ಆಯ್ಕೆಯಾಗಿದ್ದಾರೆ. ಉಪಾಧ್ಯಕ್ಷರು, ಕಾರ್ಯದರ್ಶಿ, ಖಜಾಂಚಿ ಹಾಗೂ ನಿರ್ದೇಶಕರನ್ನು ಸಹ ಸರ್ವಾನುಮತದಿಂದ ಆಯ್ಕೆ ಮಾಡಲಾಗಿದೆ. ನೂತನ ಅಧ್ಯಕ್ಷರು ಮಾತನಾಡಿ, ಸಮಾಜದ ಸಂಘಟನೆ ಹಾಗೂ ಯುವಕರ ಏಳಿಗೆಗೆ ಶ್ರಮಿಸುವುದಾಗಿ ತಿಳಿಸಿದರು. ಹಿರಿಯರ ಮಾರ್ಗದರ್ಶನದಲ್ಲಿ ಹಲವು ಕಾರ್ಯಕ್ರಮ ಹಮ್ಮಿಕೊಳ್ಳಲಾಗುವುದು. ಸಮಾಜದ ಪ್ರತಿಭಾವಂತ ವಿದ್ಯಾರ್ಥಿಗಳಿಗೆ ಪ್ರೋತ್ಸಾಹ ನೀಡಲಾಗುವುದು ಎಂದರು.: [730, 756, 926, 811]
